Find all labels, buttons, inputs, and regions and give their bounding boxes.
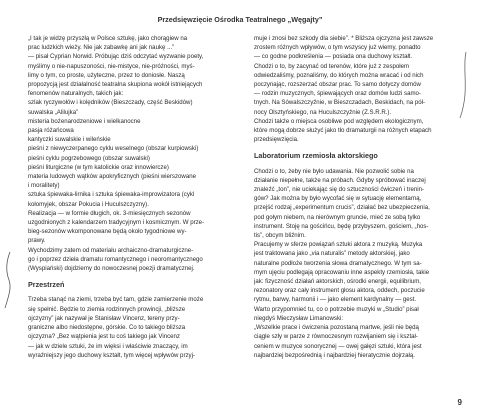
text-line: ceniem w muzyce sonorycznej — owej gałęzi sztuki, która jest	[254, 342, 422, 350]
text-line: i moralitety)	[28, 182, 60, 190]
text-line: znaleźć „ton”, nie uciekając się do sztuczności ćwiczeń i trenin-	[254, 186, 425, 194]
text-line: ojczyzna? „Bez wątpienia jest tu coś takiego jak Vincenz	[28, 333, 180, 341]
text-line: misteria bożenarodzeniowe i wielkanocne	[28, 117, 141, 125]
text-line: ciągle szły w parze z równoczesnym rozwijaniem się i kształ-	[254, 333, 418, 341]
text-line: — rodzin muzycznych, śpiewających oraz domów ludzi samo-	[254, 90, 421, 98]
text-line: limy o tym, co proste, użyteczne, przez to doniosłe. Naszą	[28, 71, 185, 79]
handwritten-margin-mark-right	[452, 50, 478, 120]
text-line: przejść rodzaj „experimentum crucis”, działać bez ubezpieczenia,	[254, 204, 430, 212]
text-line: szlak ryczywołów i kolędników (Bieszczady, część Beskidów)	[28, 99, 193, 107]
text-line: pod gołym niebem, na nierównym gruncie, mieć ze sobą tylko	[254, 213, 421, 221]
text-line: Pracujemy w sferze powiązań sztuki aktora z muzyką. Muzyka	[254, 241, 423, 249]
text-line: propozycją jest działalność teatralna skupiona wokół istniejących	[28, 81, 203, 89]
text-line: suwalska „Alilujka”	[28, 108, 79, 116]
text-line: pieśni z niewyczerpanego cyklu weselnego (obszar kurpiowski)	[28, 145, 199, 153]
text-line: działanie niepełne, także na próbach. Gdyby spróbować inaczej	[254, 176, 426, 184]
text-line: kołomyjek, obszar Pokucia i Huculszczyzny).	[28, 200, 149, 208]
text-line: które mogą dobrze służyć jako tło dramaturgii na różnych etapach	[254, 127, 432, 135]
left-column	[28, 34, 228, 360]
text-line: — jak w dziele sztuki, że im więksi i właściwie znaczący, im	[28, 342, 188, 350]
page-number: 9	[457, 398, 462, 407]
text-line: Trzeba stanąć na ziemi, trzeba być tam, gdzie zamierzenie może	[28, 296, 204, 304]
text-line: niegdyś Mieczysław Limanowski:	[254, 314, 344, 322]
text-line: prac ludzkich wieży. Nie jak zabawkę ani jak naukę ...”	[28, 44, 175, 52]
text-line: gów? Jak można by było wycofać się w sytuację elementarną,	[254, 195, 422, 203]
text-line: sztuka śpiewaka-lirnika i sztuka śpiewaka-improwizatora (cykl	[28, 191, 195, 199]
text-line: „Wszelkie prace i ćwiczenia pozostaną martwe, jeśli nie będą	[254, 324, 419, 332]
text-line: materia ludowych wątków apokryficznych (pieśni wierszowane	[28, 173, 196, 181]
section-title: Przestrzeń	[28, 280, 65, 290]
text-line: kantyczki suwalskie i wileńskie	[28, 136, 111, 144]
text-line: Chodzi o to, żeby nie było udawania. Nie pozwolić sobie na	[254, 167, 414, 175]
text-line: (Wyspiański) dojdziemy do nowoczesnej poezji dramatycznej.	[28, 265, 195, 273]
text-line: uzgodnionych z kalendarzem tradycyjnym i kosmicznym. W prze-	[28, 219, 205, 227]
text-line: się spełnić. Będzie to ziemia rodzinnych prowincji, „bliższe	[28, 305, 186, 313]
text-line: „I tak je widzę przyszłą w Polsce sztukę, jako chorągiew na	[28, 35, 188, 42]
text-line: Chodzi także o miejsca osobliwe pod względem ekologicznym,	[254, 117, 424, 125]
text-line: zrostem różnych wpływów, o tym wszyscy już wiemy, ponadto	[254, 44, 421, 52]
text-line: pieśni liturgiczne (w tym katolickie oraz innowiercze)	[28, 163, 169, 171]
text-line: tis”, obcym bliźnim.	[254, 232, 306, 240]
text-line: Wychodzimy zatem od materiału archaiczno-dramaturgiczne-	[28, 246, 194, 254]
text-line: Chodzi o to, by zacynać od terenów, które już z zespołem	[254, 62, 410, 70]
text-line: naturalne podłoże tworzenia słowa dramatycznego. W tym sa-	[254, 259, 422, 267]
text-line: tnych. Na Sówalszczyźnie, w Bieszczadach, Beskidach, na pół-	[254, 99, 426, 107]
section-title: Laboratorium rzemiosła aktorskiego	[254, 151, 378, 161]
handwritten-margin-mark	[2, 250, 16, 310]
text-line: instrument. Stoję na gościńcu, będę przybyszem, gościem, „hos-	[254, 222, 429, 230]
text-line: pieśni cyklu pogrzebowego (obszar suwalski)	[28, 154, 150, 162]
text-line: muje i znosi bez szkody dla siebie”. * Bliższa ojczyzna jest zawsze	[254, 35, 434, 42]
text-line: graniczne albo niedostępne, górskie. Co to takiego bliższa	[28, 324, 186, 332]
text-line: Warto przypomnieć tu, co o potrzebie muzyki w „Studio” pisał	[254, 305, 419, 313]
right-column	[254, 34, 458, 360]
text-line: poczynając, rozszerzać obszar prac. To samo dotyczy domów	[254, 81, 421, 89]
text-line: — co godne podkreślenia — posiada ona duchowy kształt.	[254, 53, 413, 61]
text-line: najbardziej bezpośrednią i najbardziej hieratycznie dojrzałą.	[254, 351, 415, 359]
text-line: Realizacja — w formie długich, ok. 3-miesięcznych sezonów	[28, 209, 191, 217]
text-line: mym ujęciu podlegają opracowaniu inne aspekty rzemiosła, takie	[254, 268, 430, 276]
text-line: ojczyzny” jak nazywał je Stanisław Vincenz, tereny przy-	[28, 314, 180, 322]
text-line: nocy Olsztyńskiego, na Huculszczyźnie (Z.S.R.R.).	[254, 108, 392, 116]
page-header: Przedsięwzięcie Ośrodka Teatralnego „Węgajty”	[157, 15, 323, 24]
text-line: prawy.	[28, 237, 46, 245]
text-line: przedsięwzięcia.	[254, 136, 299, 144]
text-line: jest traktowana jako „via naturalis” metody aktorskiej, jako	[254, 250, 410, 258]
text-line: bieg-sezonów wkomponowane będą około tygodniowe wy-	[28, 228, 187, 236]
text-line: rytmu, barwy, harmonii i — jako element kardynalny — gest.	[254, 296, 417, 304]
text-line: fenomenów naturalnych, takich jak:	[28, 90, 124, 98]
text-line: go i poprzez dzieła dramatu romantycznego i neoromantycznego	[28, 255, 203, 263]
text-line: jak: fizyczność działań aktorskich, ośrodki energii, equilibrium,	[254, 278, 421, 286]
text-line: rezonatory oraz cały instrument głosu aktora, oddech, poczucie	[254, 287, 425, 295]
text-line: myślimy o nie-napuszoności, nie-mistyce, nie-próżności, myś-	[28, 62, 195, 70]
text-line: pasja różańcowa	[28, 127, 74, 135]
text-line: — pisał Cyprian Norwid. Próbując dziś odczytać wyzwanie poety,	[28, 53, 204, 61]
text-line: odwiedzaliśmy, poznaliśmy, do których można wracać i od nich	[254, 71, 424, 79]
text-line: wyraźniejszy jego duchowy kształt, tym więcej wpływów przyj-	[28, 351, 195, 359]
